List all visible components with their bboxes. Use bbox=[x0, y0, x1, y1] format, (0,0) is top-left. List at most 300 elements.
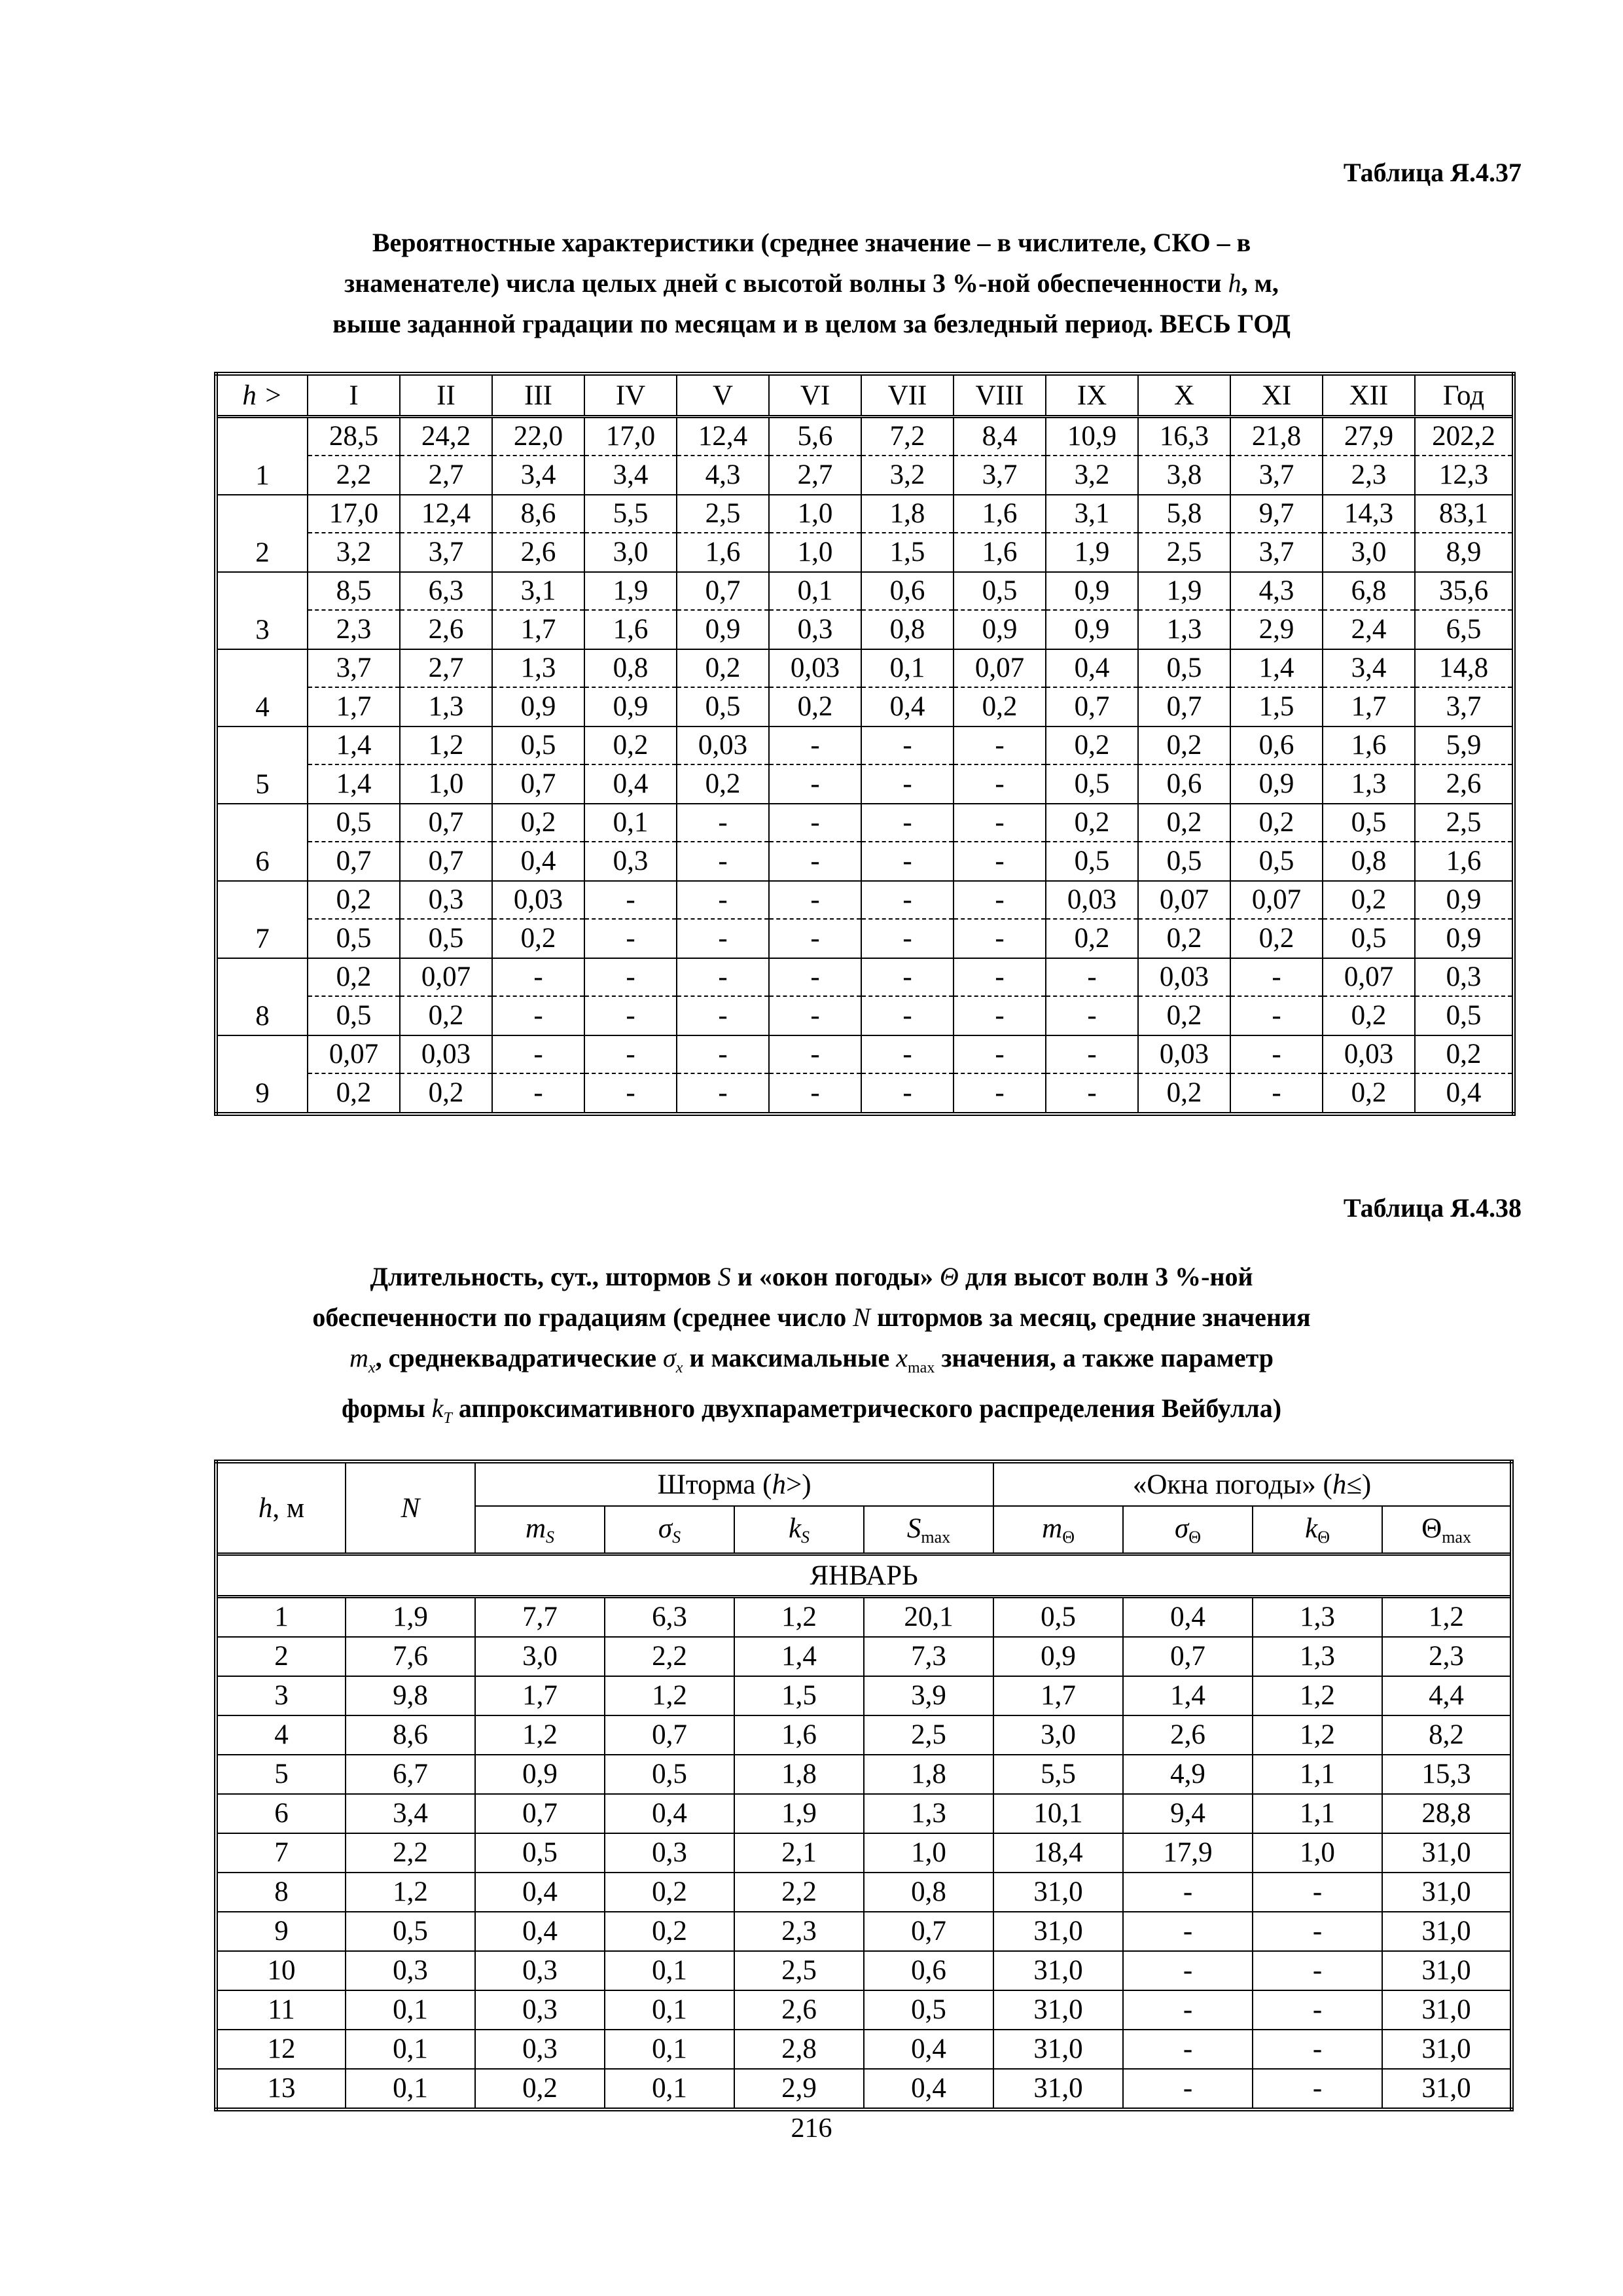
table-cell: 0,2 bbox=[605, 1912, 734, 1951]
header-n: N bbox=[346, 1462, 475, 1554]
mean-cell: 0,07 bbox=[1138, 881, 1230, 919]
mean-cell: 0,2 bbox=[584, 726, 677, 764]
mean-cell: 22,0 bbox=[492, 417, 584, 456]
table-cell: - bbox=[1123, 1990, 1253, 2030]
table-cell: 1,9 bbox=[734, 1794, 864, 1833]
sym: σ bbox=[658, 1513, 673, 1544]
mean-cell: 0,1 bbox=[861, 649, 954, 687]
row-h-value: 8 bbox=[216, 958, 308, 1035]
table-cell: 3,4 bbox=[346, 1794, 475, 1833]
table-cell: 0,7 bbox=[1123, 1637, 1253, 1676]
row-h-value: 2 bbox=[216, 495, 308, 572]
mean-cell: 0,9 bbox=[1415, 881, 1514, 919]
sym: m bbox=[1042, 1513, 1063, 1544]
table-cell: 1,5 bbox=[734, 1676, 864, 1715]
row-h-value: 6 bbox=[216, 804, 308, 881]
table2 bbox=[214, 1460, 1514, 2111]
mean-cell: 1,4 bbox=[1230, 649, 1323, 687]
row-h-value: 9 bbox=[216, 1035, 308, 1114]
header-col: X bbox=[1138, 374, 1230, 417]
mean-cell: - bbox=[861, 958, 954, 996]
mean-cell: - bbox=[677, 1035, 769, 1073]
mean-cell: 28,5 bbox=[308, 417, 400, 456]
mean-cell: - bbox=[1230, 1035, 1323, 1073]
sd-cell: 0,5 bbox=[308, 919, 400, 958]
sd-cell: - bbox=[769, 919, 861, 958]
table-cell: 11 bbox=[216, 1990, 346, 2030]
header-st bbox=[1123, 1506, 1253, 1554]
sd-cell: 1,6 bbox=[954, 533, 1046, 572]
table-cell: 13 bbox=[216, 2069, 346, 2109]
table-cell: 1,2 bbox=[346, 1873, 475, 1912]
sd-cell: 0,7 bbox=[308, 842, 400, 881]
header-windows-text: ≤) bbox=[1346, 1469, 1372, 1500]
mean-cell: 2,5 bbox=[1415, 804, 1514, 842]
header-storms-var: h bbox=[772, 1469, 786, 1500]
sd-cell: 6,5 bbox=[1415, 610, 1514, 649]
header-storms bbox=[475, 1462, 993, 1506]
sd-cell: 8,9 bbox=[1415, 533, 1514, 572]
mean-cell: 8,5 bbox=[308, 572, 400, 610]
mean-cell: 10,9 bbox=[1046, 417, 1138, 456]
mean-cell: 0,5 bbox=[492, 726, 584, 764]
mean-cell: 12,4 bbox=[400, 495, 492, 533]
mean-cell: 0,5 bbox=[1138, 649, 1230, 687]
mean-cell: 0,03 bbox=[492, 881, 584, 919]
sd-cell: - bbox=[492, 996, 584, 1035]
table-cell: 31,0 bbox=[993, 1912, 1123, 1951]
mean-cell: 0,6 bbox=[1230, 726, 1323, 764]
sd-cell: 0,5 bbox=[1046, 842, 1138, 881]
sd-cell: - bbox=[1046, 1073, 1138, 1114]
table-row-sd bbox=[216, 687, 1514, 726]
table-cell: 6,3 bbox=[605, 1597, 734, 1638]
table-row-sd bbox=[216, 996, 1514, 1035]
page-number: 216 bbox=[791, 2113, 832, 2144]
header-h bbox=[216, 1462, 346, 1554]
table1-label: Таблица Я.4.37 bbox=[1343, 158, 1522, 187]
sd-cell: 0,2 bbox=[1230, 919, 1323, 958]
row-h-value: 4 bbox=[216, 649, 308, 726]
header-col: IV bbox=[584, 374, 677, 417]
table-row bbox=[216, 1755, 1512, 1794]
mean-cell: 1,2 bbox=[400, 726, 492, 764]
sd-cell: 2,6 bbox=[1415, 764, 1514, 804]
sd-cell: 0,4 bbox=[492, 842, 584, 881]
mean-cell: - bbox=[584, 958, 677, 996]
sd-cell: 2,3 bbox=[308, 610, 400, 649]
table-cell: - bbox=[1253, 1912, 1382, 1951]
table-cell: 28,8 bbox=[1382, 1794, 1512, 1833]
caption-text: и максимальные bbox=[689, 1343, 890, 1372]
table-cell: 3,0 bbox=[993, 1715, 1123, 1755]
table-cell: 31,0 bbox=[1382, 1873, 1512, 1912]
table-row bbox=[216, 1794, 1512, 1833]
table-row bbox=[216, 1873, 1512, 1912]
mean-cell: 5,6 bbox=[769, 417, 861, 456]
sd-cell: 0,2 bbox=[1138, 919, 1230, 958]
mean-cell: 24,2 bbox=[400, 417, 492, 456]
caption-text: знаменателе) числа целых дней с высотой волны 3 %-ной обеспеченности bbox=[344, 268, 1222, 298]
sub: S bbox=[672, 1527, 681, 1547]
sd-cell: - bbox=[954, 996, 1046, 1035]
table-cell: 1 bbox=[216, 1597, 346, 1638]
table-row-mean bbox=[216, 958, 1514, 996]
table-cell: 0,3 bbox=[475, 2030, 605, 2069]
table-cell: 10,1 bbox=[993, 1794, 1123, 1833]
mean-cell: 2,7 bbox=[400, 649, 492, 687]
table-cell: 2,6 bbox=[734, 1990, 864, 2030]
table-cell: 1,0 bbox=[1253, 1833, 1382, 1873]
table-cell: - bbox=[1253, 2030, 1382, 2069]
sd-cell: - bbox=[861, 996, 954, 1035]
header-windows-text: «Окна погоды» ( bbox=[1132, 1469, 1332, 1500]
sd-cell: - bbox=[677, 842, 769, 881]
caption-variable: x bbox=[896, 1343, 908, 1372]
caption-subscript: max bbox=[908, 1359, 935, 1376]
table-cell: 18,4 bbox=[993, 1833, 1123, 1873]
sd-cell: 1,5 bbox=[1230, 687, 1323, 726]
sd-cell: - bbox=[769, 996, 861, 1035]
caption-text: значения, а также параметр bbox=[941, 1343, 1274, 1372]
table-cell: 2,8 bbox=[734, 2030, 864, 2069]
sd-cell: 3,7 bbox=[1230, 456, 1323, 495]
mean-cell: 17,0 bbox=[308, 495, 400, 533]
table-row-mean bbox=[216, 726, 1514, 764]
table-cell: - bbox=[1123, 2030, 1253, 2069]
table-cell: 1,2 bbox=[475, 1715, 605, 1755]
mean-cell: 0,5 bbox=[954, 572, 1046, 610]
sd-cell: 0,6 bbox=[1138, 764, 1230, 804]
table-cell: 0,4 bbox=[475, 1912, 605, 1951]
table-cell: 2,3 bbox=[1382, 1637, 1512, 1676]
table-cell: 3,0 bbox=[475, 1637, 605, 1676]
mean-cell: 5,5 bbox=[584, 495, 677, 533]
caption-text: Длительность, сут., штормов bbox=[370, 1262, 711, 1291]
mean-cell: 8,6 bbox=[492, 495, 584, 533]
mean-cell: 27,9 bbox=[1323, 417, 1415, 456]
mean-cell: 0,2 bbox=[1323, 881, 1415, 919]
sd-cell: 0,9 bbox=[584, 687, 677, 726]
table-cell: 0,7 bbox=[864, 1912, 993, 1951]
table1-caption bbox=[151, 223, 1472, 344]
mean-cell: - bbox=[584, 881, 677, 919]
table-cell: 3,9 bbox=[864, 1676, 993, 1715]
table-cell: 1,3 bbox=[1253, 1597, 1382, 1638]
table-cell: 7,6 bbox=[346, 1637, 475, 1676]
table-cell: 9,4 bbox=[1123, 1794, 1253, 1833]
table-row bbox=[216, 1833, 1512, 1873]
table-row-mean bbox=[216, 417, 1514, 456]
mean-cell: - bbox=[769, 881, 861, 919]
table-row bbox=[216, 1912, 1512, 1951]
table-cell: 1,7 bbox=[475, 1676, 605, 1715]
sd-cell: - bbox=[1230, 996, 1323, 1035]
mean-cell: 0,9 bbox=[1046, 572, 1138, 610]
table-row bbox=[216, 1715, 1512, 1755]
mean-cell: 0,7 bbox=[400, 804, 492, 842]
sd-cell: 0,5 bbox=[677, 687, 769, 726]
table-row bbox=[216, 1637, 1512, 1676]
mean-cell: 0,03 bbox=[677, 726, 769, 764]
mean-cell: - bbox=[1046, 958, 1138, 996]
table-cell: 0,2 bbox=[605, 1873, 734, 1912]
sd-cell: 1,7 bbox=[492, 610, 584, 649]
table-row-sd bbox=[216, 456, 1514, 495]
sd-cell: - bbox=[677, 1073, 769, 1114]
mean-cell: 83,1 bbox=[1415, 495, 1514, 533]
mean-cell: - bbox=[769, 958, 861, 996]
sd-cell: 0,7 bbox=[400, 842, 492, 881]
sd-cell: 0,5 bbox=[1415, 996, 1514, 1035]
sd-cell: 2,7 bbox=[400, 456, 492, 495]
mean-cell: - bbox=[1230, 958, 1323, 996]
mean-cell: 0,07 bbox=[1230, 881, 1323, 919]
sd-cell: 3,7 bbox=[1230, 533, 1323, 572]
table-cell: 0,3 bbox=[475, 1951, 605, 1990]
table-row-mean bbox=[216, 881, 1514, 919]
table-cell: 31,0 bbox=[1382, 1990, 1512, 2030]
sd-cell: 0,9 bbox=[1230, 764, 1323, 804]
sub: Θ bbox=[1317, 1527, 1330, 1547]
table-cell: 2,6 bbox=[1123, 1715, 1253, 1755]
caption-variable: σ bbox=[663, 1343, 676, 1372]
sub: S bbox=[546, 1527, 555, 1547]
sd-cell: 0,2 bbox=[1323, 1073, 1415, 1114]
mean-cell: 0,2 bbox=[1230, 804, 1323, 842]
caption-text: , м, bbox=[1241, 268, 1279, 298]
table-cell: 0,4 bbox=[864, 2069, 993, 2109]
mean-cell: 0,03 bbox=[1138, 958, 1230, 996]
table-cell: 0,4 bbox=[1123, 1597, 1253, 1638]
header-col: VI bbox=[769, 374, 861, 417]
sd-cell: 1,7 bbox=[1323, 687, 1415, 726]
caption-variable: m bbox=[349, 1343, 368, 1372]
table-row-mean bbox=[216, 649, 1514, 687]
table-cell: - bbox=[1123, 1912, 1253, 1951]
sd-cell: - bbox=[861, 919, 954, 958]
sd-cell: 0,5 bbox=[1230, 842, 1323, 881]
table-cell: 1,4 bbox=[1123, 1676, 1253, 1715]
sd-cell: - bbox=[954, 764, 1046, 804]
mean-cell: - bbox=[861, 881, 954, 919]
table-cell: 1,6 bbox=[734, 1715, 864, 1755]
sd-cell: 0,9 bbox=[1046, 610, 1138, 649]
sd-cell: - bbox=[954, 842, 1046, 881]
sd-cell: 3,8 bbox=[1138, 456, 1230, 495]
table-cell: 7,7 bbox=[475, 1597, 605, 1638]
mean-cell: - bbox=[769, 804, 861, 842]
sd-cell: 0,5 bbox=[1046, 764, 1138, 804]
mean-cell: 1,3 bbox=[492, 649, 584, 687]
mean-cell: - bbox=[492, 1035, 584, 1073]
table-cell: 2,2 bbox=[734, 1873, 864, 1912]
sd-cell: 2,9 bbox=[1230, 610, 1323, 649]
table-cell: 2,2 bbox=[346, 1833, 475, 1873]
table1-header-row bbox=[216, 374, 1514, 417]
sd-cell: 0,2 bbox=[954, 687, 1046, 726]
header-col: VII bbox=[861, 374, 954, 417]
mean-cell: 17,0 bbox=[584, 417, 677, 456]
table-cell: 2,5 bbox=[864, 1715, 993, 1755]
mean-cell: - bbox=[584, 1035, 677, 1073]
table-cell: 0,3 bbox=[605, 1833, 734, 1873]
table-cell: 1,8 bbox=[864, 1755, 993, 1794]
sd-cell: 0,7 bbox=[1138, 687, 1230, 726]
mean-cell: 0,1 bbox=[769, 572, 861, 610]
sd-cell: 2,2 bbox=[308, 456, 400, 495]
sd-cell: 1,4 bbox=[308, 764, 400, 804]
table-cell: 31,0 bbox=[993, 2069, 1123, 2109]
table-row bbox=[216, 2069, 1512, 2109]
table-cell: 2 bbox=[216, 1637, 346, 1676]
table-cell: 1,2 bbox=[1253, 1715, 1382, 1755]
sym: Θ bbox=[1421, 1513, 1442, 1544]
sd-cell: 3,7 bbox=[1415, 687, 1514, 726]
mean-cell: 14,8 bbox=[1415, 649, 1514, 687]
mean-cell: - bbox=[492, 958, 584, 996]
mean-cell: - bbox=[677, 881, 769, 919]
sd-cell: - bbox=[954, 1073, 1046, 1114]
row-h-value: 1 bbox=[216, 417, 308, 495]
table-cell: 0,6 bbox=[864, 1951, 993, 1990]
table-cell: 0,9 bbox=[475, 1755, 605, 1794]
mean-cell: 16,3 bbox=[1138, 417, 1230, 456]
mean-cell: - bbox=[954, 881, 1046, 919]
table-row-sd bbox=[216, 610, 1514, 649]
sub: max bbox=[1442, 1527, 1471, 1547]
table2-header-row bbox=[216, 1462, 1512, 1506]
sd-cell: 1,6 bbox=[677, 533, 769, 572]
table-cell: 1,2 bbox=[605, 1676, 734, 1715]
sd-cell: 3,4 bbox=[492, 456, 584, 495]
mean-cell: 7,2 bbox=[861, 417, 954, 456]
table-cell: 0,5 bbox=[475, 1833, 605, 1873]
table-cell: 2,1 bbox=[734, 1833, 864, 1873]
row-h-value: 5 bbox=[216, 726, 308, 804]
table-cell: 31,0 bbox=[993, 1990, 1123, 2030]
mean-cell: 0,03 bbox=[1046, 881, 1138, 919]
sym: S bbox=[906, 1513, 921, 1544]
header-col: Год bbox=[1415, 374, 1514, 417]
sd-cell: 3,7 bbox=[400, 533, 492, 572]
sd-cell: 0,2 bbox=[677, 764, 769, 804]
table-cell: 8,6 bbox=[346, 1715, 475, 1755]
sd-cell: 1,6 bbox=[584, 610, 677, 649]
header-windows-var: h bbox=[1332, 1469, 1347, 1500]
table-cell: 1,2 bbox=[1382, 1597, 1512, 1638]
mean-cell: - bbox=[677, 804, 769, 842]
table-cell: - bbox=[1123, 2069, 1253, 2109]
table-cell: - bbox=[1253, 1951, 1382, 1990]
table-cell: 9,8 bbox=[346, 1676, 475, 1715]
header-tmax bbox=[1382, 1506, 1512, 1554]
table-cell: 4,9 bbox=[1123, 1755, 1253, 1794]
sd-cell: 0,8 bbox=[1323, 842, 1415, 881]
table-cell: 10 bbox=[216, 1951, 346, 1990]
table-cell: 1,9 bbox=[346, 1597, 475, 1638]
sd-cell: 0,2 bbox=[1323, 996, 1415, 1035]
caption-subscript: x bbox=[368, 1359, 376, 1376]
sd-cell: - bbox=[584, 996, 677, 1035]
sd-cell: - bbox=[584, 919, 677, 958]
mean-cell: - bbox=[861, 1035, 954, 1073]
mean-cell: 14,3 bbox=[1323, 495, 1415, 533]
sd-cell: 0,7 bbox=[492, 764, 584, 804]
mean-cell: 4,3 bbox=[1230, 572, 1323, 610]
table-cell: 8,2 bbox=[1382, 1715, 1512, 1755]
sd-cell: - bbox=[1230, 1073, 1323, 1114]
table-row bbox=[216, 1676, 1512, 1715]
mean-cell: - bbox=[954, 804, 1046, 842]
table-cell: - bbox=[1253, 1873, 1382, 1912]
mean-cell: 0,2 bbox=[492, 804, 584, 842]
header-h-unit: , м bbox=[272, 1492, 305, 1524]
table-cell: 1,0 bbox=[864, 1833, 993, 1873]
mean-cell: 1,8 bbox=[861, 495, 954, 533]
sd-cell: 1,6 bbox=[1415, 842, 1514, 881]
table-cell: 1,4 bbox=[734, 1637, 864, 1676]
mean-cell: 1,9 bbox=[1138, 572, 1230, 610]
table-cell: 1,7 bbox=[993, 1676, 1123, 1715]
caption-subscript: x bbox=[675, 1359, 683, 1376]
table-cell: 2,9 bbox=[734, 2069, 864, 2109]
mean-cell: 9,7 bbox=[1230, 495, 1323, 533]
table-cell: 6,7 bbox=[346, 1755, 475, 1794]
mean-cell: 0,2 bbox=[1138, 804, 1230, 842]
sd-cell: 3,4 bbox=[584, 456, 677, 495]
sd-cell: 2,7 bbox=[769, 456, 861, 495]
sd-cell: - bbox=[492, 1073, 584, 1114]
sd-cell: 0,9 bbox=[677, 610, 769, 649]
table-cell: 4,4 bbox=[1382, 1676, 1512, 1715]
table-cell: 0,7 bbox=[605, 1715, 734, 1755]
table-cell: - bbox=[1123, 1873, 1253, 1912]
mean-cell: 3,4 bbox=[1323, 649, 1415, 687]
sd-cell: 3,0 bbox=[584, 533, 677, 572]
sd-cell: 0,4 bbox=[861, 687, 954, 726]
table-row bbox=[216, 1951, 1512, 1990]
table-cell: 0,1 bbox=[346, 2069, 475, 2109]
sym: m bbox=[525, 1513, 546, 1544]
month-row bbox=[216, 1554, 1512, 1597]
header-h-var: h bbox=[258, 1492, 273, 1524]
table-cell: 31,0 bbox=[993, 1873, 1123, 1912]
sd-cell: - bbox=[861, 842, 954, 881]
table-cell: 31,0 bbox=[993, 1951, 1123, 1990]
mean-cell: 0,03 bbox=[1138, 1035, 1230, 1073]
table-cell: 3 bbox=[216, 1676, 346, 1715]
table-cell: 0,5 bbox=[605, 1755, 734, 1794]
header-ms bbox=[475, 1506, 605, 1554]
sd-cell: 2,3 bbox=[1323, 456, 1415, 495]
header-smax bbox=[864, 1506, 993, 1554]
table-row-mean bbox=[216, 804, 1514, 842]
caption-line bbox=[151, 1388, 1472, 1439]
sd-cell: - bbox=[769, 1073, 861, 1114]
mean-cell: 0,2 bbox=[308, 881, 400, 919]
table-row bbox=[216, 2030, 1512, 2069]
mean-cell: 0,2 bbox=[308, 958, 400, 996]
mean-cell: 1,6 bbox=[1323, 726, 1415, 764]
header-h: h > bbox=[216, 374, 308, 417]
sd-cell: 2,5 bbox=[1138, 533, 1230, 572]
table-row bbox=[216, 1990, 1512, 2030]
row-h-value: 3 bbox=[216, 572, 308, 649]
table-cell: 1,3 bbox=[864, 1794, 993, 1833]
table-row-sd bbox=[216, 533, 1514, 572]
table-cell: 0,5 bbox=[993, 1597, 1123, 1638]
